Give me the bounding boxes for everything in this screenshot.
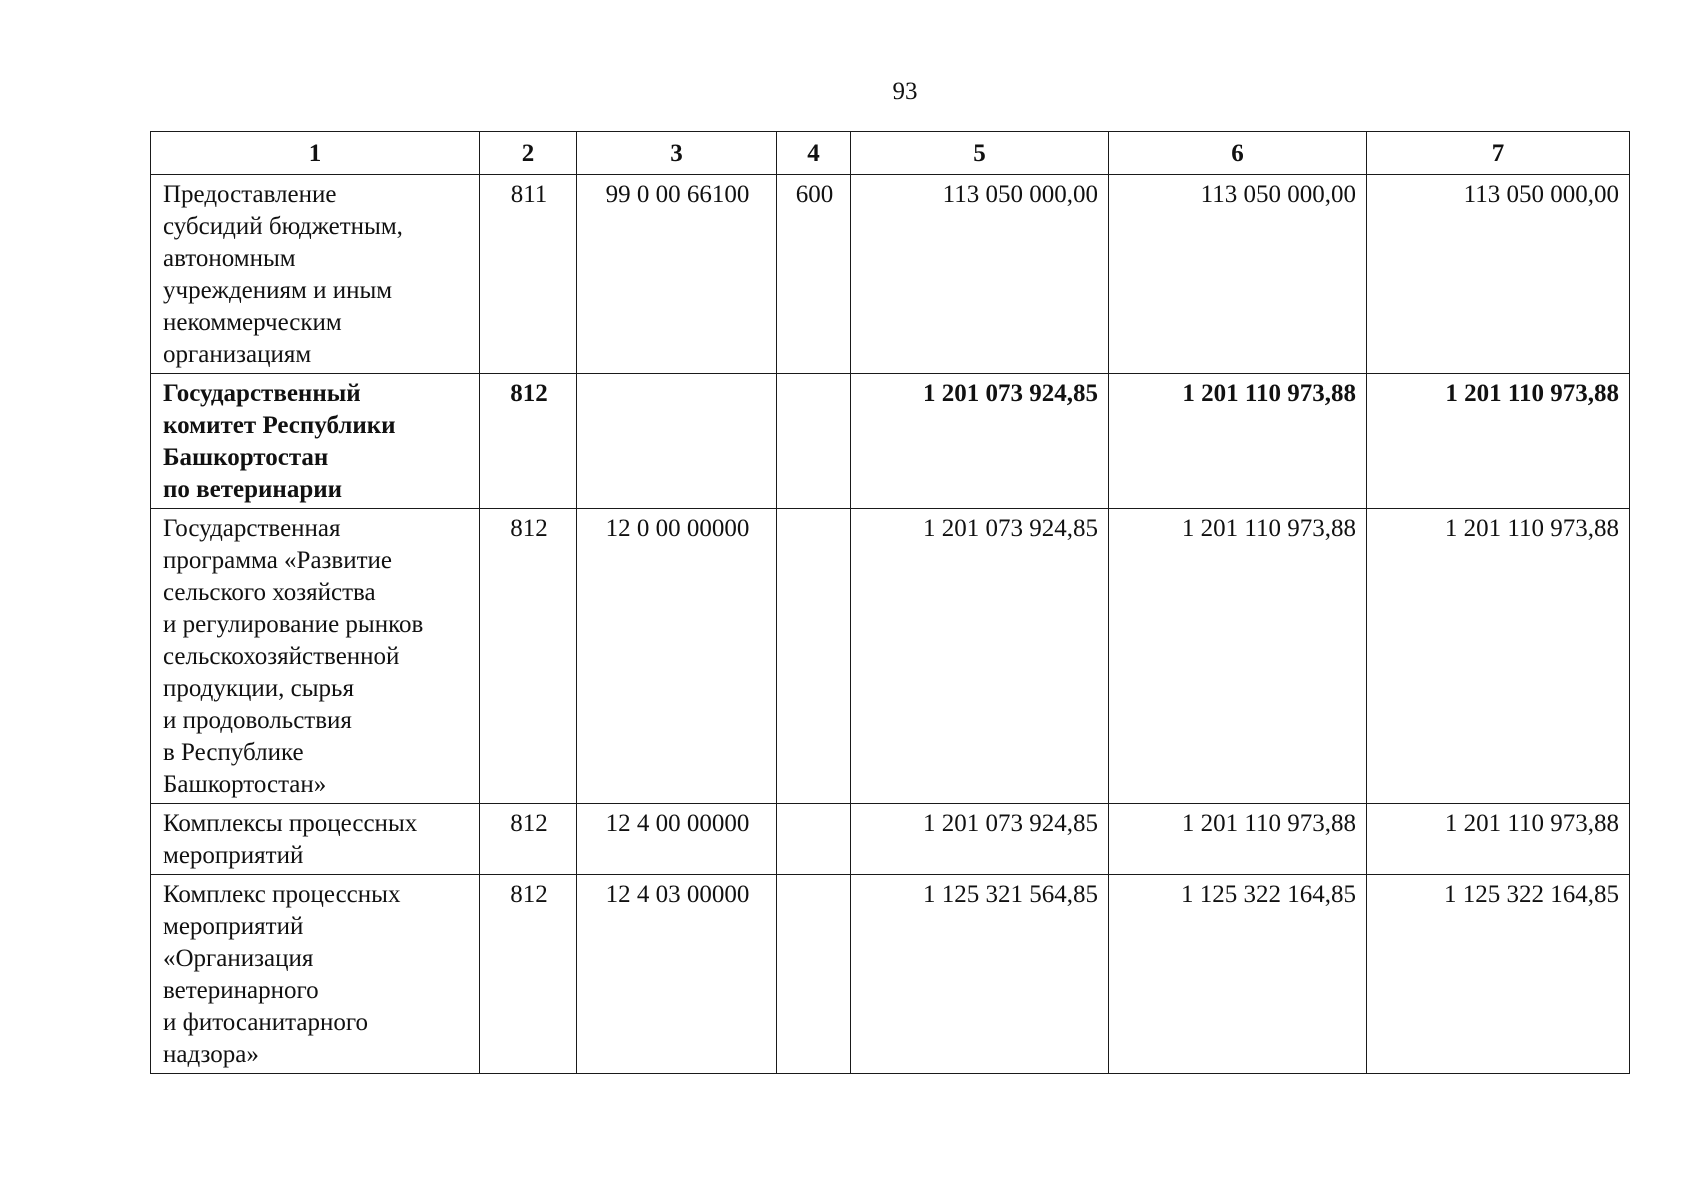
header-col-2: 2 <box>480 132 577 175</box>
amount-col-7-cell: 1 201 110 973,88 <box>1367 804 1630 875</box>
row-name-cell <box>151 875 480 1074</box>
header-col-4: 4 <box>777 132 851 175</box>
row-name-line: Государственный <box>163 380 361 407</box>
row-name-line: по ветеринарии <box>163 476 343 503</box>
table-row <box>151 509 1630 804</box>
row-name-line: сельского хозяйства <box>163 579 376 606</box>
expense-type-cell: 600 <box>777 175 851 374</box>
header-col-5: 5 <box>851 132 1109 175</box>
row-name-line: субсидий бюджетным, <box>163 213 403 240</box>
target-article-cell <box>577 374 777 509</box>
budget-table <box>150 131 1630 1074</box>
table-row <box>151 175 1630 374</box>
row-name-line: Комплекс процессных <box>163 881 401 908</box>
header-col-3: 3 <box>577 132 777 175</box>
row-name-line: Башкортостан <box>163 444 329 471</box>
amount-col-7-cell: 113 050 000,00 <box>1367 175 1630 374</box>
table-body <box>151 175 1630 1074</box>
amount-col-7-cell: 1 125 322 164,85 <box>1367 875 1630 1074</box>
row-name-line: автономным <box>163 245 296 272</box>
amount-col-5-cell: 1 125 321 564,85 <box>851 875 1109 1074</box>
row-name-line: «Организация <box>163 945 314 972</box>
row-name-line: и фитосанитарного <box>163 1009 369 1036</box>
amount-col-7-cell: 1 201 110 973,88 <box>1367 374 1630 509</box>
expense-type-cell <box>777 804 851 875</box>
table-header-row <box>151 132 1630 175</box>
row-name-line: Башкортостан» <box>163 771 327 798</box>
row-name-line: Предоставление <box>163 181 337 208</box>
row-name-line: надзора» <box>163 1041 259 1068</box>
target-article-cell: 12 4 00 00000 <box>577 804 777 875</box>
amount-col-6-cell: 113 050 000,00 <box>1109 175 1367 374</box>
amount-col-6-cell: 1 201 110 973,88 <box>1109 804 1367 875</box>
row-name-cell <box>151 175 480 374</box>
row-name-line: Комплексы процессных <box>163 810 418 837</box>
row-name-cell <box>151 374 480 509</box>
amount-col-6-cell: 1 201 110 973,88 <box>1109 374 1367 509</box>
row-name-cell <box>151 509 480 804</box>
amount-col-5-cell: 1 201 073 924,85 <box>851 374 1109 509</box>
row-name-line: некоммерческим <box>163 309 342 336</box>
admin-code-cell: 812 <box>480 374 577 509</box>
header-col-6: 6 <box>1109 132 1367 175</box>
row-name-line: организациям <box>163 341 312 368</box>
row-name-line: учреждениям и иным <box>163 277 393 304</box>
row-name-line: мероприятий <box>163 842 304 869</box>
header-col-7: 7 <box>1367 132 1630 175</box>
table-row <box>151 875 1630 1074</box>
amount-col-5-cell: 113 050 000,00 <box>851 175 1109 374</box>
table-row <box>151 374 1630 509</box>
page-number: 93 <box>892 78 918 105</box>
target-article-cell: 99 0 00 66100 <box>577 175 777 374</box>
row-name-line: и продовольствия <box>163 707 352 734</box>
admin-code-cell: 811 <box>480 175 577 374</box>
expense-type-cell <box>777 509 851 804</box>
admin-code-cell: 812 <box>480 875 577 1074</box>
row-name-line: комитет Республики <box>163 412 396 439</box>
row-name-line: и регулирование рынков <box>163 611 424 638</box>
amount-col-7-cell: 1 201 110 973,88 <box>1367 509 1630 804</box>
amount-col-5-cell: 1 201 073 924,85 <box>851 509 1109 804</box>
row-name-line: ветеринарного <box>163 977 319 1004</box>
admin-code-cell: 812 <box>480 509 577 804</box>
row-name-line: программа «Развитие <box>163 547 393 574</box>
header-col-1: 1 <box>151 132 480 175</box>
row-name-line: в Республике <box>163 739 304 766</box>
expense-type-cell <box>777 374 851 509</box>
target-article-cell: 12 0 00 00000 <box>577 509 777 804</box>
amount-col-6-cell: 1 201 110 973,88 <box>1109 509 1367 804</box>
table-row <box>151 804 1630 875</box>
row-name-line: продукции, сырья <box>163 675 354 702</box>
row-name-cell <box>151 804 480 875</box>
row-name-line: мероприятий <box>163 913 304 940</box>
amount-col-6-cell: 1 125 322 164,85 <box>1109 875 1367 1074</box>
amount-col-5-cell: 1 201 073 924,85 <box>851 804 1109 875</box>
row-name-line: сельскохозяйственной <box>163 643 400 670</box>
admin-code-cell: 812 <box>480 804 577 875</box>
row-name-line: Государственная <box>163 515 341 542</box>
target-article-cell: 12 4 03 00000 <box>577 875 777 1074</box>
expense-type-cell <box>777 875 851 1074</box>
